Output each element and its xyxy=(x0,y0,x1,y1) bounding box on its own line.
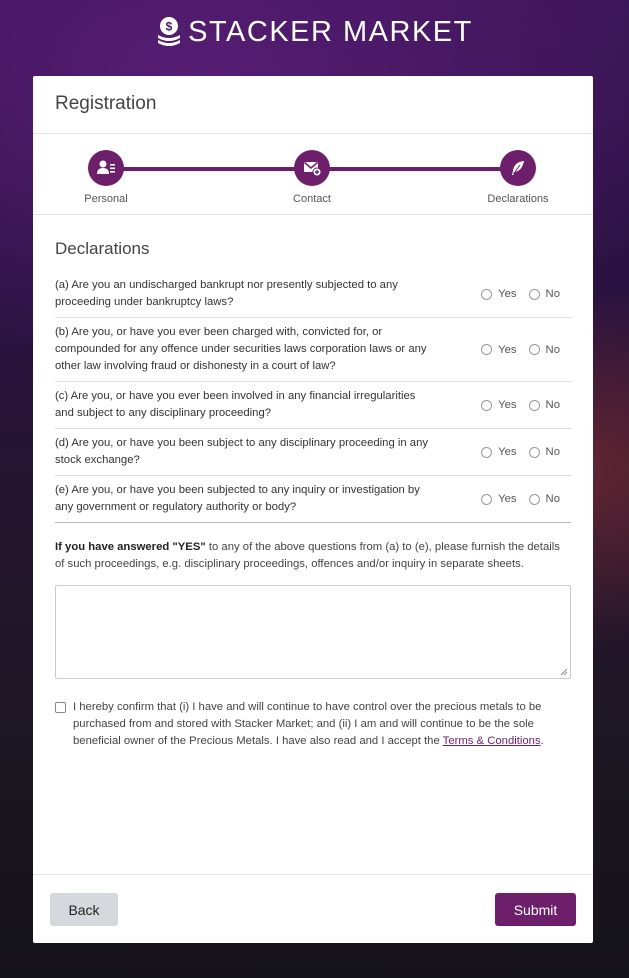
radio-yes[interactable] xyxy=(481,447,492,458)
no-label: No xyxy=(545,493,560,505)
details-textarea[interactable] xyxy=(55,585,571,679)
card-footer xyxy=(33,874,593,943)
no-label: No xyxy=(545,288,560,300)
yes-no-options xyxy=(481,493,560,505)
envelope-plus-icon xyxy=(294,150,330,186)
registration-card xyxy=(33,76,593,943)
question-row-c xyxy=(55,382,571,429)
radio-no[interactable] xyxy=(529,289,540,300)
radio-no[interactable] xyxy=(529,494,540,505)
step-label-declarations: Declarations xyxy=(487,193,549,205)
resize-grip-icon[interactable] xyxy=(560,668,568,676)
yes-no-options xyxy=(481,288,560,300)
page-title: Registration xyxy=(55,93,157,114)
no-option[interactable] xyxy=(529,288,560,300)
no-option[interactable] xyxy=(529,344,560,356)
radio-yes[interactable] xyxy=(481,400,492,411)
step-label-personal: Personal xyxy=(84,193,128,205)
no-label: No xyxy=(545,399,560,411)
brand-name: STACKER MARKET xyxy=(188,15,473,48)
progress-stepper xyxy=(33,134,593,215)
coin-stack-dollar-icon xyxy=(156,16,182,48)
yes-no-options xyxy=(481,446,560,458)
step-declarations[interactable] xyxy=(468,150,568,205)
step-label-contact: Contact xyxy=(293,193,331,205)
yes-option[interactable] xyxy=(481,288,516,300)
brand-header xyxy=(0,14,629,50)
feather-icon xyxy=(500,150,536,186)
step-personal[interactable] xyxy=(56,150,156,205)
yes-instructions-text: to any of the above questions from (a) to (e), please furnish the details of such proceedings, e.g. disciplinary proceedings, offences and/or inquiry in separate sheets. xyxy=(55,541,560,570)
yes-no-options xyxy=(481,344,560,356)
confirm-checkbox[interactable] xyxy=(55,702,66,713)
step-contact[interactable] xyxy=(262,150,362,205)
yes-option[interactable] xyxy=(481,446,516,458)
question-text: (a) Are you an undischarged bankrupt nor presently subjected to any proceeding under bankruptcy laws? xyxy=(55,279,398,308)
yes-label: Yes xyxy=(498,493,517,505)
no-option[interactable] xyxy=(529,399,560,411)
question-text: (c) Are you, or have you ever been involved in any financial irregularities and subject to any disciplinary proceeding? xyxy=(55,390,416,419)
question-text: (d) Are you, or have you been subject to any disciplinary proceeding in any stock exchange? xyxy=(55,437,429,466)
question-text: (b) Are you, or have you ever been charged with, convicted for, or compounded for any offence under securities laws corporation laws or any other law involving fraud or dishonesty in a court of law? xyxy=(55,326,427,372)
user-card-icon xyxy=(88,150,124,186)
confirm-end: . xyxy=(540,735,544,747)
yes-instructions xyxy=(55,539,571,573)
radio-no[interactable] xyxy=(529,447,540,458)
back-button[interactable]: Back xyxy=(50,893,118,926)
yes-label: Yes xyxy=(498,399,517,411)
card-header xyxy=(33,76,593,134)
confirmation-text xyxy=(73,699,571,750)
yes-label: Yes xyxy=(498,343,517,356)
confirmation-row xyxy=(55,699,571,750)
yes-label: Yes xyxy=(498,446,517,458)
radio-yes[interactable] xyxy=(481,494,492,505)
confirm-statement: I hereby confirm that (i) I have and will continue to have control over the precious metals to be purchased from and stored with Stacker Market; and (ii) I am and will continue to be the sole beneficial owner of the Precious Metals. I have also read and I accept the xyxy=(73,701,542,747)
question-row-b xyxy=(55,318,571,382)
svg-text:$: $ xyxy=(165,19,173,34)
radio-yes[interactable] xyxy=(481,289,492,300)
section-title: Declarations xyxy=(55,239,150,258)
no-label: No xyxy=(545,446,560,458)
no-option[interactable] xyxy=(529,493,560,505)
radio-yes[interactable] xyxy=(481,344,492,355)
terms-link[interactable]: Terms & Conditions xyxy=(442,735,541,747)
submit-button[interactable]: Submit xyxy=(495,893,576,926)
declarations-section xyxy=(33,239,593,750)
yes-option[interactable] xyxy=(481,344,516,356)
yes-option[interactable] xyxy=(481,399,516,411)
no-label: No xyxy=(545,343,560,356)
yes-instructions-bold: If you have answered "YES" xyxy=(55,541,206,553)
question-row-e xyxy=(55,476,571,523)
radio-no[interactable] xyxy=(529,344,540,355)
radio-no[interactable] xyxy=(529,400,540,411)
question-row-d xyxy=(55,429,571,476)
yes-label: Yes xyxy=(498,288,517,300)
question-row-a xyxy=(55,271,571,318)
question-text: (e) Are you, or have you been subjected to any inquiry or investigation by any government or regulatory authority or body? xyxy=(55,484,420,513)
yes-option[interactable] xyxy=(481,493,516,505)
yes-no-options xyxy=(481,399,560,411)
no-option[interactable] xyxy=(529,446,560,458)
